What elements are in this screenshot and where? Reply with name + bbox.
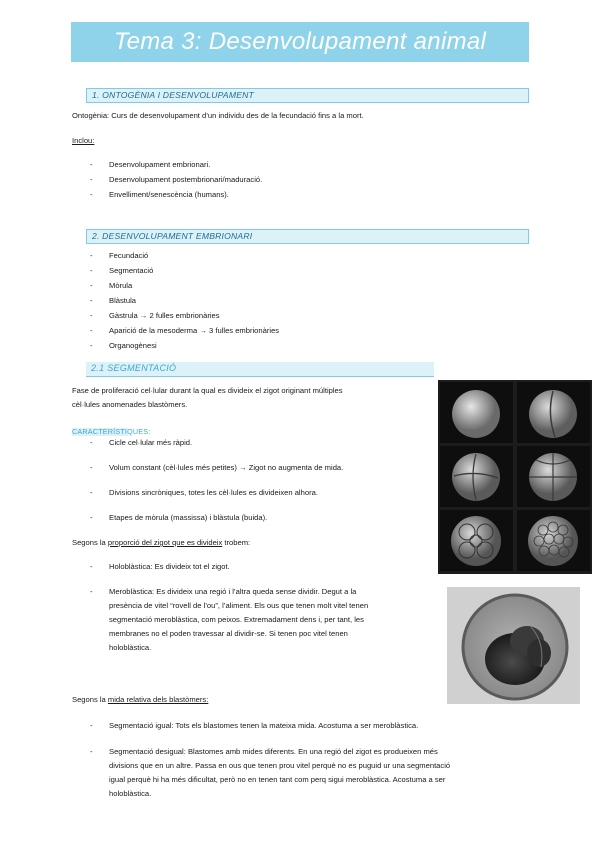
list-dash: -: [90, 438, 93, 447]
char-item: Divisions sincròniques, totes les cèl·lules es divideixen alhora.: [109, 488, 318, 497]
page-title: Tema 3: Desenvolupament animal: [113, 28, 487, 55]
cleavage-stages-photo: [438, 380, 592, 574]
list-item: Segmentació: [109, 266, 154, 275]
list-item: Desenvolupament postembrionari/maduració.: [109, 175, 263, 184]
list-dash: -: [90, 488, 93, 497]
char-item: Cicle cel·lular més ràpid.: [109, 438, 193, 447]
section-2-heading: [86, 229, 529, 244]
meroblastica-line: presència de vitel “rovell de l’ou”, l’aliment. Els ous que tenen molt vitel tenen: [109, 601, 369, 610]
embryo-zygote-image: [440, 382, 513, 443]
inclou-label: Inclou:: [72, 136, 95, 145]
list-dash: -: [90, 721, 93, 730]
list-dash: -: [90, 562, 93, 571]
list-dash: -: [90, 463, 93, 472]
segmentacio-desigual-line: holoblàstica.: [109, 789, 152, 798]
intro-line: cèl·lules anomenades blastòmers.: [72, 400, 188, 409]
list-dash: -: [90, 160, 93, 169]
caracteristiques-heading: [72, 427, 151, 436]
list-dash: -: [90, 341, 93, 350]
list-dash: -: [90, 311, 93, 320]
section-1-heading: [86, 88, 529, 103]
caracteristiques-heading-text: CARACTERÍSTIQUES:: [72, 427, 151, 436]
list-item: Desenvolupament embrionari.: [109, 160, 211, 169]
list-item: Mòrula: [109, 281, 133, 290]
meroblastica-line: holoblàstica.: [109, 643, 152, 652]
section-1-heading-text: 1. ONTOGÈNIA I DESENVOLUPAMENT: [92, 90, 254, 100]
char-item: Etapes de mòrula (massissa) i blàstula (buida).: [109, 513, 268, 522]
list-item: Blàstula: [109, 296, 137, 305]
list-dash: -: [90, 587, 93, 596]
list-dash: -: [90, 513, 93, 522]
embryo-16-cell-image: [440, 510, 513, 571]
list-dash: -: [90, 175, 93, 184]
list-dash: -: [90, 266, 93, 275]
list-item: Envelliment/senescència (humans).: [109, 190, 229, 199]
segmentacio-desigual-line: igual perquè hi ha més dificultat, però no en tenen tant com perq sigui meroblàstica. Acostuma a ser: [109, 775, 446, 784]
embryo-4-cell-image: [440, 446, 513, 507]
list-dash: -: [90, 326, 93, 335]
segmentacio-desigual-line: Segmentació desigual: Blastomes amb mides diferents. En una regió del zigot es produeixen més: [109, 747, 438, 756]
list-dash: -: [90, 251, 93, 260]
list-dash: -: [90, 296, 93, 305]
list-item: Aparició de la mesoderma → 3 fulles embrionàries: [109, 326, 280, 335]
list-dash: -: [90, 190, 93, 199]
embryo-morula-image: [517, 510, 590, 571]
meroblastica-line: segmentació meroblàstica, com peixos. Extremadament dens i, per tant, les: [109, 615, 364, 624]
ontogenia-definition: Ontogènia: Curs de desenvolupament d’un individu des de la fecundació fins a la mort.: [72, 111, 364, 120]
list-item: Fecundació: [109, 251, 149, 260]
list-dash: -: [90, 281, 93, 290]
proporcio-line: Segons la proporció del zigot que es divideix trobem:: [72, 538, 251, 547]
holoblastica-item: Holoblàstica: Es divideix tot el zigot.: [109, 562, 230, 571]
embryo-2-cell-image: [517, 382, 590, 443]
embryo-8-cell-image: [517, 446, 590, 507]
char-item: Volum constant (cèl·lules més petites) → Zigot no augmenta de mida.: [109, 463, 344, 472]
title-banner: [71, 22, 529, 62]
meroblastica-line: Meroblàstica: Es divideix una regió i l’altra queda sense dividir. Degut a la: [109, 587, 357, 596]
segmentacio-desigual-line: divisions que en un altre. Passa en ous que tenen prou vitel perquè no es puguid ur una segmentació: [109, 761, 451, 770]
list-item: Organogènesi: [109, 341, 157, 350]
segmentacio-igual-item: Segmentació igual: Tots els blastomes tenen la mateixa mida. Acostuma a ser meroblàstica.: [109, 721, 419, 730]
section-2-1-heading-text: 2.1 SEGMENTACIÓ: [91, 363, 177, 373]
section-2-1-heading: [86, 362, 434, 377]
list-dash: -: [90, 747, 93, 756]
embryo-micrograph: [447, 587, 580, 704]
list-item: Gàstrula → 2 fulles embrionàries: [109, 311, 220, 320]
meroblastica-line: membranes no el poden travessar al dividir-se. Si tenen poc vitel tenen: [109, 629, 348, 638]
mida-line: Segons la mida relativa dels blastòmers:: [72, 695, 209, 704]
section-2-heading-text: 2. DESENVOLUPAMENT EMBRIONARI: [92, 231, 253, 241]
intro-line: Fase de proliferació cel·lular durant la qual es divideix el zigot originant múltiples: [72, 386, 343, 395]
